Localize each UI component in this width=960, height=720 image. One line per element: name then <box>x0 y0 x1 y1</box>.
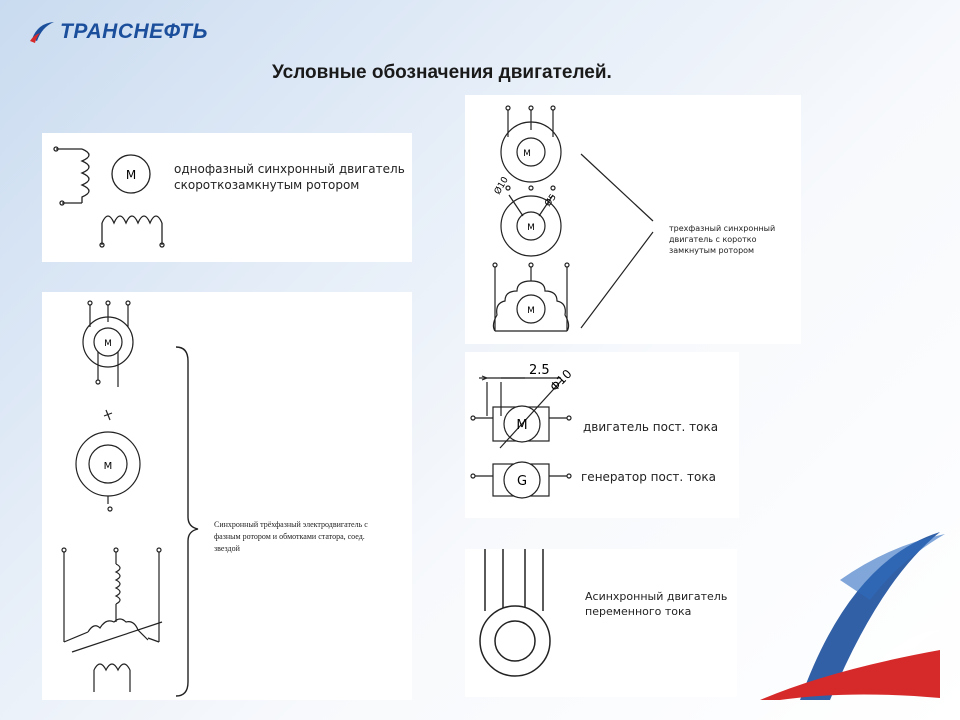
single-phase-motor-letter: M <box>125 168 137 182</box>
single-phase-label-line1: однофазный синхронный двигатель <box>174 162 405 176</box>
brand-swoosh-graphic <box>740 520 960 720</box>
dc-machines-diagram <box>465 352 739 518</box>
three-phase-label-line2: двигатель с коротко <box>669 235 757 244</box>
company-logo <box>28 18 208 46</box>
logo-emblem-icon <box>28 19 56 45</box>
synchronous-mid-motor-letter: M <box>103 461 113 472</box>
dc-motor-label: двигатель пост. тока <box>583 420 719 434</box>
panel-async-motor <box>465 549 737 697</box>
three-phase-bottom-motor-letter: M <box>527 306 535 316</box>
synchronous-motor-diagram <box>42 292 412 700</box>
three-phase-label-line3: замкнутым ротором <box>669 246 755 255</box>
single-phase-label-line2: скороткозамкнутым ротором <box>174 178 360 192</box>
panel-single-phase-motor <box>42 133 412 262</box>
three-phase-mid-motor-letter: M <box>527 223 535 233</box>
panel-three-phase-motor <box>465 95 801 344</box>
three-phase-dim-phi5: Ø5 <box>543 192 559 209</box>
dc-generator-letter: G <box>516 474 528 489</box>
async-label-line1: Асинхронный двигатель <box>585 590 728 603</box>
synchronous-label-line3: звездой <box>214 544 240 553</box>
three-phase-motor-diagram <box>465 95 801 344</box>
page-title: Условные обозначения двигателей. <box>272 62 612 83</box>
synchronous-top-motor-letter: M <box>104 339 112 349</box>
dc-motor-letter: M <box>516 418 528 433</box>
synchronous-label-line2: фазным ротором и обмотками статора, соед. <box>214 532 365 541</box>
dc-dim-width: 2.5 <box>529 363 550 378</box>
panel-synchronous-motor <box>42 292 412 700</box>
async-label-line2: переменного тока <box>585 605 692 618</box>
synchronous-label-line1: Синхронный трёхфазный электродвигатель с <box>214 520 368 529</box>
logo-text: ТРАНСНЕФТЬ <box>60 20 208 43</box>
three-phase-label-line1: трехфазный синхронный <box>669 224 776 233</box>
three-phase-dim-phi10: Ø10 <box>492 175 511 197</box>
async-motor-diagram <box>465 549 737 697</box>
dc-generator-label: генератор пост. тока <box>581 470 716 484</box>
three-phase-top-motor-letter: M <box>523 149 531 159</box>
dc-dim-diameter: Φ10 <box>547 366 575 395</box>
panel-dc-machines <box>465 352 739 518</box>
single-phase-motor-diagram <box>42 133 412 262</box>
